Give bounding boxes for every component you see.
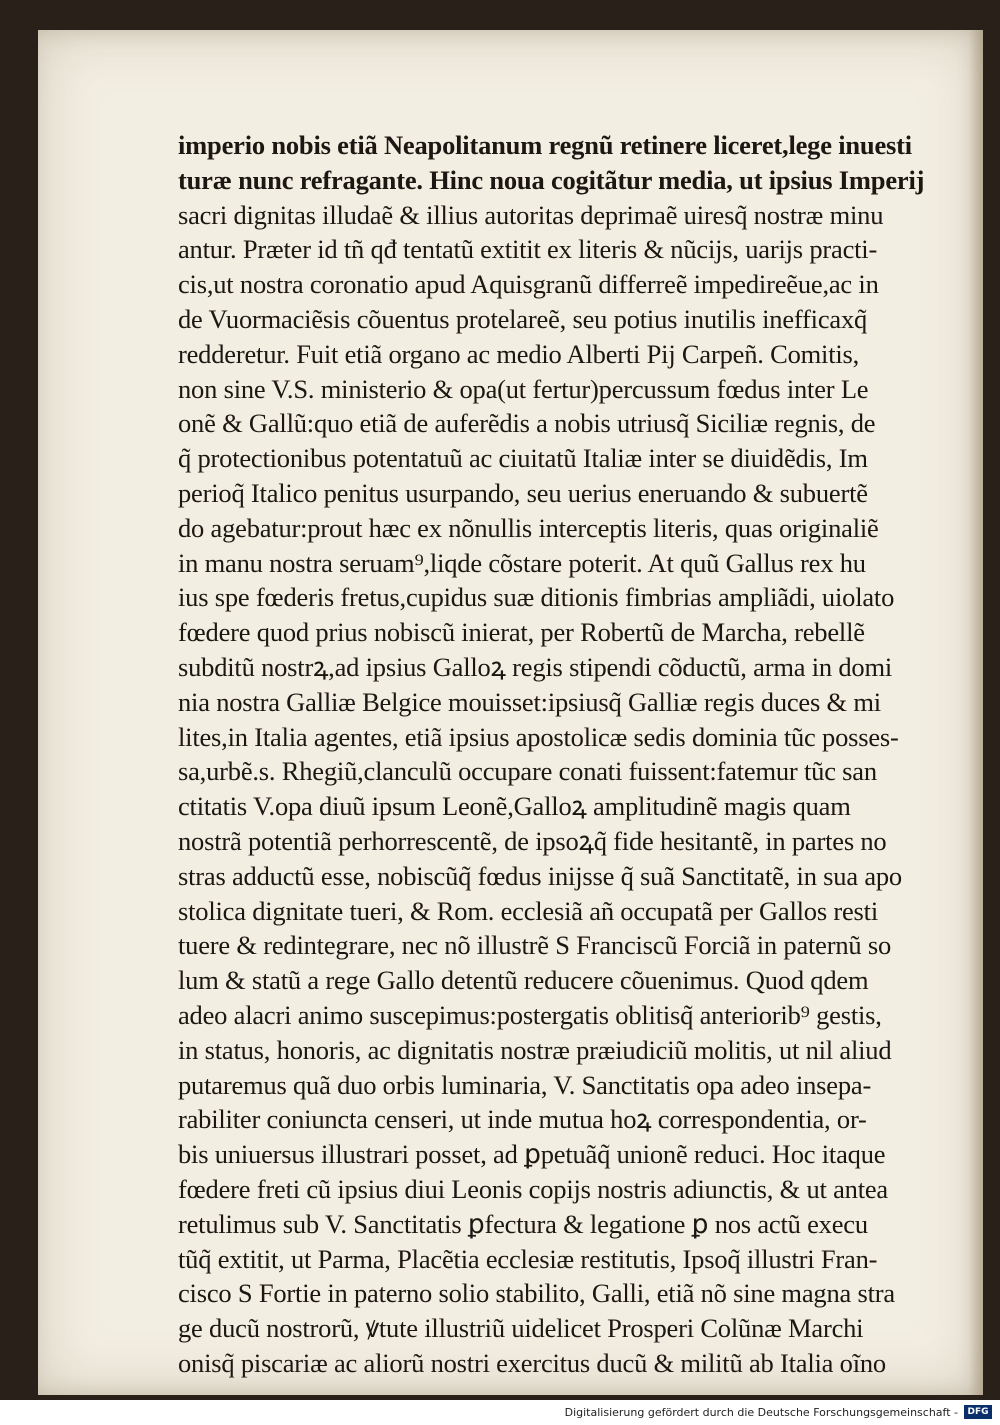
text-line: ius spe fœderis fretus,cupidus suæ ditionis fimbrias ampliãdi, uiolato bbox=[178, 582, 895, 613]
text-line: cisco S Fortie in paterno solio stabilito, Galli, etiã nõ sine magna stra bbox=[178, 1278, 895, 1309]
text-line: imperio nobis etiã Neapolitanum regnũ retinere liceret,lege inuesti bbox=[178, 130, 912, 160]
text-line: tuere & redintegrare, nec nõ illustrẽ S Franciscũ Forciã in paternũ so bbox=[178, 930, 892, 961]
text-line: stras adductũ esse, nobiscũq̃ fœdus inijsse q̃ suã Sanctitatẽ, in sua apo bbox=[178, 860, 902, 891]
text-line: putaremus quã duo orbis luminaria, V. Sanctitatis opa adeo insepa- bbox=[178, 1069, 872, 1100]
footer-bar bbox=[0, 1400, 1000, 1425]
text-line: perioq̃ Italico penitus usurpando, seu uerius eneruando & subuertẽ bbox=[178, 477, 868, 508]
text-line: sacri dignitas illudaẽ & illius autoritas deprimaẽ uiresq̃ nostræ minu bbox=[178, 199, 884, 230]
text-block bbox=[178, 128, 974, 1381]
text-line: antur. Præter id tñ qđ tentatũ extitit ex literis & nũcijs, uarijs practi- bbox=[178, 234, 878, 265]
text-line: nia nostra Galliæ Belgice mouisset:ipsiusq̃ Galliæ regis duces & mi bbox=[178, 686, 881, 717]
text-line: lum & statũ a rege Gallo detentũ reducere cõuenimus. Quod qdem bbox=[178, 965, 869, 996]
text-line: lites,in Italia agentes, etiã ipsius apostolicæ sedis dominia tũc posses- bbox=[178, 721, 899, 752]
text-line: in status, honoris, ac dignitatis nostræ præiudiciũ molitis, ut nil aliud bbox=[178, 1034, 892, 1065]
text-line: onisq̃ piscariæ ac aliorũ nostri exercitus ducũ & militũ ab Italia oĩno bbox=[178, 1347, 886, 1378]
dfg-logo-icon: DFG bbox=[964, 1405, 992, 1419]
text-line: ge ducũ nostrorũ, ꝟtute illustriũ uidelicet Prosperi Colũnæ Marchi bbox=[178, 1313, 864, 1344]
text-line: fœdere quod prius nobiscũ inierat, per Robertũ de Marcha, rebellẽ bbox=[178, 617, 865, 648]
text-line: nostrã potentiã perhorrescentẽ, de ipsoꝝq̃ fide hesitantẽ, in partes no bbox=[178, 825, 887, 856]
text-line: de Vuormaciẽsis cõuentus protelareẽ, seu potius inutilis inefficaxq̃ bbox=[178, 303, 868, 334]
text-line: rabiliter coniuncta censeri, ut inde mutua hoꝝ correspondentia, or- bbox=[178, 1104, 867, 1135]
text-line: do agebatur:prout hæc ex nõnullis interceptis literis, quas originaliẽ bbox=[178, 512, 879, 543]
text-line: tũq̃ extitit, ut Parma, Placẽtia ecclesiæ restitutis, Ipsoq̃ illustri Fran- bbox=[178, 1243, 878, 1274]
text-line: stolica dignitate tueri, & Rom. ecclesiã añ occupatã per Gallos resti bbox=[178, 895, 878, 926]
text-line: fœdere freti cũ ipsius diui Leonis copijs nostris adiunctis, & ut antea bbox=[178, 1173, 888, 1204]
text-line: non sine V.S. ministerio & opa(ut fertur)percussum fœdus inter Le bbox=[178, 373, 869, 404]
text-line: retulimus sub V. Sanctitatis ꝑfectura & legatione ꝑ nos actũ execu bbox=[178, 1208, 868, 1239]
text-line: subditũ nostrꝝ,ad ipsius Galloꝝ regis stipendi cõductũ, arma in domi bbox=[178, 651, 893, 682]
text-line: sa,urbẽ.s. Rhegiũ,clanculũ occupare conati fuissent:fatemur tũc san bbox=[178, 756, 877, 787]
book-page bbox=[38, 30, 983, 1395]
text-line: onẽ & Gallũ:quo etiã de auferẽdis a nobis utriusq̃ Siciliæ regnis, de bbox=[178, 408, 876, 439]
text-line: bis uniuersus illustrari posset, ad ꝑpetuãq̃ unionẽ reduci. Hoc itaque bbox=[178, 1139, 886, 1170]
text-line: ctitatis V.opa diuũ ipsum Leonẽ,Galloꝝ amplitudinẽ magis quam bbox=[178, 791, 851, 822]
footer-credit: Digitalisierung gefördert durch die Deutsche Forschungsgemeinschaft - bbox=[564, 1406, 958, 1419]
text-line: adeo alacri animo suscepimus:postergatis oblitisq̃ anteriorib⁹ gestis, bbox=[178, 999, 882, 1030]
text-line: redderetur. Fuit etiã organo ac medio Alberti Pij Carpeñ. Comitis, bbox=[178, 338, 860, 369]
text-line: in manu nostra seruam⁹,liqde cõstare poterit. At quũ Gallus rex hu bbox=[178, 547, 866, 578]
text-line: cis,ut nostra coronatio apud Aquisgranũ differreẽ impedireẽue,ac in bbox=[178, 269, 879, 300]
text-line: turæ nunc refragante. Hinc noua cogitãtur media, ut ipsius Imperij bbox=[178, 164, 925, 195]
text-line: q̃ protectionibus potentatuũ ac ciuitatũ Italiæ inter se diuidẽdis, Im bbox=[178, 443, 868, 474]
